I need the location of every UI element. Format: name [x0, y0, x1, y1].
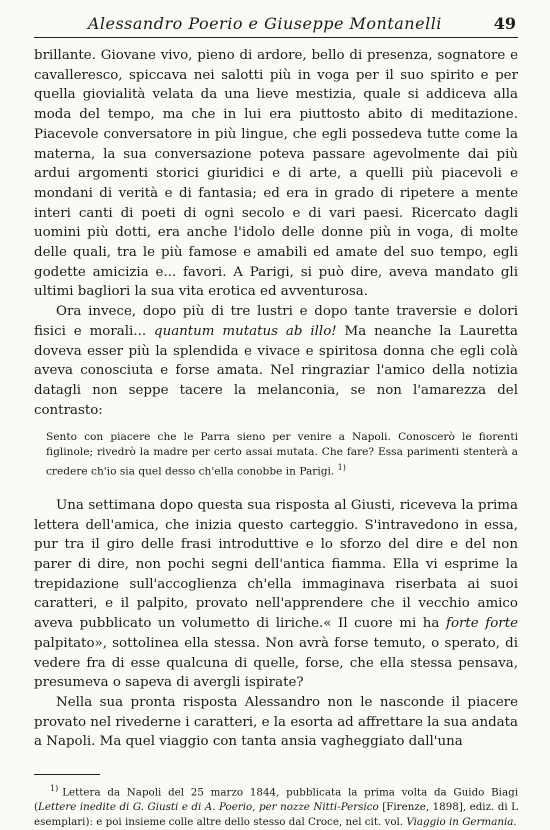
paragraph-3-start: Una settimana dopo questa sua risposta al Giusti, riceveva la prima lettera dell'amica, che inizia questo carteggio. S'intravedono in essa, pur tra il giro delle frasi introduttive e lo sforzo del dire e del non parer di dire, non pochi segni dell'antica fiamma. Ella vi esprime la trepidazione sull'accoglienza ch'ella immaginava riserbata ai suoi caratteri, e il palpito, provato nell'apprendere che il vecchio amico aveva pubblicato un volumetto di liriche.« Il cuore mi ha — [34, 497, 518, 632]
footnote-part-3: . — [513, 816, 517, 829]
running-title: Alessandro Poerio e Giuseppe Montanelli — [87, 14, 442, 33]
letter-quote — [46, 430, 518, 480]
emphasis-forte-forte: forte forte — [445, 616, 518, 632]
book-page — [34, 14, 518, 830]
paragraph-3-end: palpitato», sottolinea ella stessa. Non avrà forse temuto, o sperato, di vedere fra di esse qualcuna di quelle, forse, che ella stessa pensava, presumeva o sapeva di avergli ispirate? — [34, 635, 518, 691]
running-head — [34, 14, 518, 38]
paragraph-1: brillante. Giovane vivo, pieno di ardore, bello di presenza, sognatore e cavalleresco, spiccava nei salotti più in voga per il suo spirito e per quella giovialità velata da una lieve mestizia, quale si addiceva alla moda del tempo, ma che in lui era piuttosto abito di meditazione. Piacevole conversatore in più lingue, che egli possedeva tutte come la materna, la sua conversazione poteva passare agevolmente dai più ardui argomenti storici giuridici e di arte, a quelli più piacevoli e mondani di verità e di fantasia; ed era in grado di ripetere a mente interi canti di poeti di ogni secolo e di vari paesi. Ricercato dagli uomini più dotti, era anche l'idolo delle donne più in voga, di molte delle quali, tra le più famose e amabili ed amate del suo tempo, egli godette amicizia e... favori. A Parigi, si può dire, aveva mandato gli ultimi bagliori la sua vita erotica ed avventurosa. — [34, 48, 518, 300]
footnote-part-1: Lettera da Napoli del 25 marzo 1844, pubblicata la prima volta da Guido Biagi ( — [34, 786, 518, 814]
paragraph-2 — [34, 302, 518, 420]
footnote — [34, 781, 518, 830]
latin-quote: quantum mutatus ab illo! — [154, 323, 337, 339]
footnote-divider — [34, 774, 100, 775]
footnote-mark: 1) — [50, 784, 59, 794]
paragraph-2-start: Ora invece, dopo più di tre lustri e dopo tante traversie e dolori fisici e morali... — [34, 304, 518, 339]
page-number: 49 — [493, 14, 516, 33]
paragraph-4: Nella sua pronta risposta Alessandro non le nasconde il piacere provato nel rivederne i caratteri, e la esorta ad affrettare la sua andata a Napoli. Ma quel viaggio con tanta ansia vagheggiato dall'una — [34, 694, 518, 750]
footnote-reference: 1) — [337, 463, 346, 473]
footnote-italic-1: Lettere inedite di G. Giusti e di A. Poerio, per nozze Nitti-Persico — [38, 801, 379, 814]
footnote-part-2: [Firenze, 1898], ediz. di L esemplari): e poi insieme colle altre dello stesso dal Croce, nel cit. vol. — [34, 801, 518, 829]
footnote-italic-2: Viaggio in Germania — [406, 816, 514, 829]
paragraph-3 — [34, 496, 518, 693]
letter-quote-text: Sento con piacere che le Parra sieno per venire a Napoli. Conoscerò le fiorenti figlinole; rivedrò la madre per certo assai mutata. Che fare? Essa parimenti stenterà a credere ch'io sia quel desso ch'ella conobbe in Parigi. — [46, 431, 518, 478]
paragraph-2-end: Ma neanche la Lauretta doveva esser più la splendida e vivace e spiritosa donna che egli colà aveva conosciuta e forse amata. Nel ringraziar l'amico della notizia datagli non seppe tacere la melanconia, se non l'amarezza del contrasto: — [34, 323, 519, 418]
